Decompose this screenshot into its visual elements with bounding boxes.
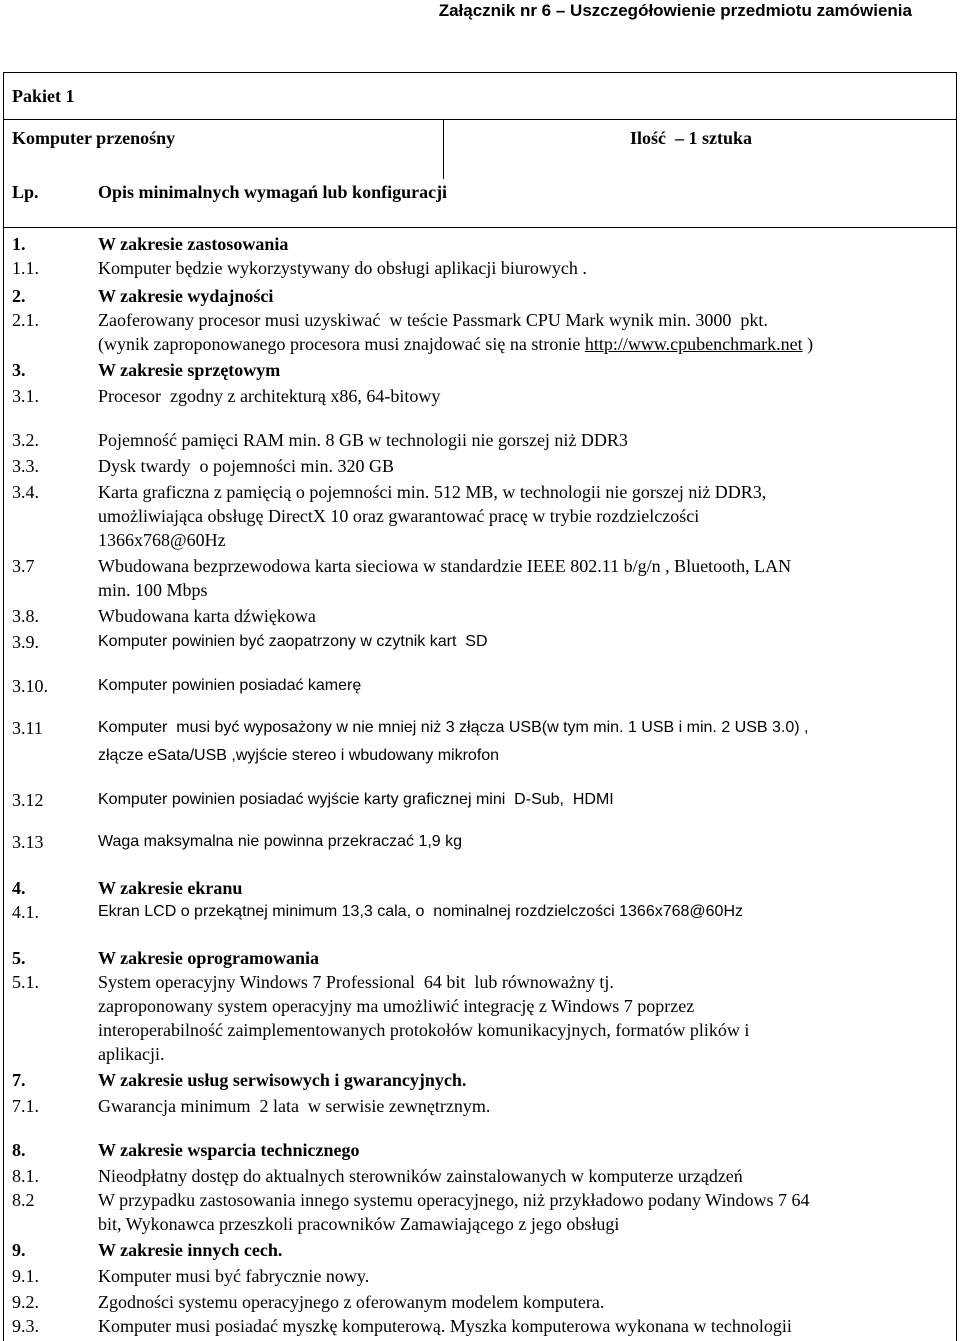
item-text: Wbudowana karta dźwiękowa (98, 606, 316, 626)
section-number: 4. (12, 878, 26, 898)
item-text-part: (wynik zaproponowanego procesora musi znajdować się na stronie (98, 334, 585, 354)
item-number: 1.1. (12, 258, 39, 278)
item-text: Pojemność pamięci RAM min. 8 GB w technologii nie gorszej niż DDR3 (98, 430, 628, 450)
item-text-line: aplikacji. (98, 1044, 165, 1064)
section-number: 5. (12, 948, 26, 968)
item-number: 3.3. (12, 456, 39, 476)
section-number: 8. (12, 1140, 26, 1160)
row-divider (3, 119, 956, 120)
item-text-line: interoperabilność zaimplementowanych protokołów komunikacyjnych, formatów plików i (98, 1020, 750, 1040)
column-header-lp: Lp. (12, 182, 39, 202)
item-text: Komputer musi być wyposażony w nie mniej niż 3 złącza USB(w tym min. 1 USB i min. 2 USB 3.0) , (98, 719, 809, 736)
item-text: Komputer powinien być zaopatrzony w czytnik kart SD (98, 633, 488, 650)
item-text-line: zaproponowany system operacyjny ma umożliwić integrację z Windows 7 poprzez (98, 996, 695, 1016)
package-label: Pakiet 1 (12, 86, 75, 106)
item-number: 3.4. (12, 482, 39, 502)
item-text: Zaoferowany procesor musi uzyskiwać w teście Passmark CPU Mark wynik min. 3000 pkt. (98, 310, 768, 330)
section-title: W zakresie wsparcia technicznego (98, 1140, 360, 1160)
item-text: Waga maksymalna nie powinna przekraczać 1,9 kg (98, 833, 463, 850)
section-title: W zakresie sprzętowym (98, 360, 281, 380)
item-text: Komputer powinien posiadać wyjście karty graficznej mini D-Sub, HDMI (98, 791, 614, 808)
section-number: 1. (12, 234, 26, 254)
item-number: 3.9. (12, 632, 39, 652)
item-text-line: min. 100 Mbps (98, 580, 208, 600)
item-number: 3.13 (12, 832, 44, 852)
item-text: W przypadku zastosowania innego systemu operacyjnego, niż przykładowo podany Windows 7 64 (98, 1190, 810, 1210)
item-text: Dysk twardy o pojemności min. 320 GB (98, 456, 394, 476)
item-text-line: złącze eSata/USB ,wyjście stereo i wbudowany mikrofon (98, 747, 500, 764)
item-number: 2.1. (12, 310, 39, 330)
section-title: W zakresie usług serwisowych i gwarancyjnych. (98, 1070, 467, 1090)
item-number: 3.1. (12, 386, 39, 406)
item-text: Procesor zgodny z architekturą x86, 64-bitowy (98, 386, 441, 406)
item-name: Komputer przenośny (12, 128, 176, 148)
item-text-line (98, 332, 813, 356)
item-number: 3.10. (12, 676, 48, 696)
item-number: 3.7 (12, 556, 35, 576)
section-title: W zakresie innych cech. (98, 1240, 283, 1260)
section-number: 2. (12, 286, 26, 306)
item-number: 4.1. (12, 902, 39, 922)
item-number: 3.8. (12, 606, 39, 626)
section-title: W zakresie oprogramowania (98, 948, 319, 968)
item-text: Nieodpłatny dostęp do aktualnych sterowników zainstalowanych w komputerze urządzeń (98, 1166, 743, 1186)
item-text: Zgodności systemu operacyjnego z oferowanym modelem komputera. (98, 1292, 605, 1312)
item-text: Komputer musi posiadać myszkę komputerową. Myszka komputerowa wykonana w technologii (98, 1316, 792, 1336)
section-title: W zakresie wydajności (98, 286, 274, 306)
section-title: W zakresie zastosowania (98, 234, 289, 254)
column-divider (443, 119, 444, 179)
item-number: 9.3. (12, 1316, 39, 1336)
item-text: Gwarancja minimum 2 lata w serwisie zewnętrznym. (98, 1096, 491, 1116)
cpubenchmark-link[interactable]: http://www.cpubenchmark.net (584, 334, 803, 354)
section-number: 3. (12, 360, 26, 380)
row-divider (3, 227, 956, 228)
item-text: Komputer będzie wykorzystywany do obsługi aplikacji biurowych . (98, 258, 587, 278)
item-text-part: ) (802, 334, 814, 354)
section-number: 7. (12, 1070, 26, 1090)
item-number: 3.2. (12, 430, 39, 450)
item-text-line: bit, Wykonawca przeszkoli pracowników Zamawiającego z jego obsługi (98, 1214, 620, 1234)
item-number: 8.1. (12, 1166, 39, 1186)
item-number: 8.2 (12, 1190, 35, 1210)
item-text: System operacyjny Windows 7 Professional 64 bit lub równoważny tj. (98, 972, 614, 992)
item-text: Karta graficzna z pamięcią o pojemności min. 512 MB, w technologii nie gorszej niż DDR3, (98, 482, 767, 502)
item-number: 3.12 (12, 790, 44, 810)
item-text-line: 1366x768@60Hz (98, 530, 226, 550)
section-number: 9. (12, 1240, 26, 1260)
item-text-line: umożliwiająca obsługę DirectX 10 oraz gwarantować pracę w trybie rozdzielczości (98, 506, 700, 526)
item-number: 9.2. (12, 1292, 39, 1312)
item-text: Komputer powinien posiadać kamerę (98, 677, 362, 694)
quantity: Ilość – 1 sztuka (630, 128, 753, 148)
column-header-description: Opis minimalnych wymagań lub konfiguracji (98, 182, 448, 202)
page-title: Załącznik nr 6 – Uszczegółowienie przedmiotu zamówienia (438, 1, 912, 20)
item-text: Komputer musi być fabrycznie nowy. (98, 1266, 370, 1286)
section-title: W zakresie ekranu (98, 878, 243, 898)
item-number: 7.1. (12, 1096, 39, 1116)
item-number: 5.1. (12, 972, 39, 992)
item-number: 3.11 (12, 718, 43, 738)
item-number: 9.1. (12, 1266, 39, 1286)
item-text: Wbudowana bezprzewodowa karta sieciowa w standardzie IEEE 802.11 b/g/n , Bluetooth, LAN (98, 556, 792, 576)
item-text: Ekran LCD o przekątnej minimum 13,3 cala, o nominalnej rozdzielczości 1366x768@60Hz (98, 903, 743, 920)
